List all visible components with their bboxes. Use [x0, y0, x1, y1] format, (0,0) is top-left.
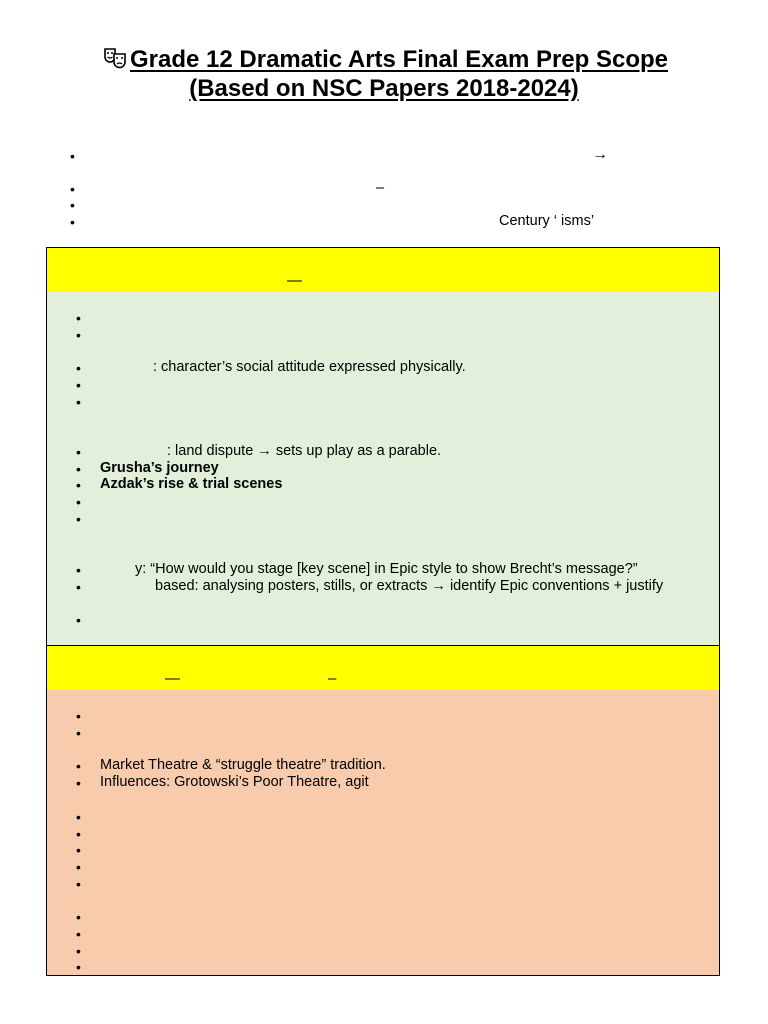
s2-market-text: Market Theatre & “struggle theatre” tradition.: [100, 757, 386, 773]
s2-bullet-8: •: [76, 859, 81, 875]
s1-bullet-9: •: [76, 494, 81, 510]
s2-bullet-2: •: [76, 725, 81, 741]
page-title: [0, 45, 768, 103]
s2-bullet-9: •: [76, 876, 81, 892]
s1-bullet-7: •: [76, 461, 81, 477]
s2-bullet-7: •: [76, 842, 81, 858]
s1-prologue-text: : land dispute → sets up play as a parable.: [167, 443, 442, 459]
theatre-masks-icon: [100, 45, 130, 74]
title-text-1: Grade 12 Dramatic Arts Final Exam Prep Scope: [130, 46, 668, 73]
s2-bullet-10: •: [76, 909, 81, 925]
s1-essay-text: y: “How would you stage [key scene] in Epic style to show Brecht’s message?”: [135, 561, 638, 577]
s2-bullet-5: •: [76, 809, 81, 825]
section-2-header-dash-2: –: [328, 670, 337, 687]
s1-bullet-1: •: [76, 310, 81, 326]
s1-bullet-2: •: [76, 327, 81, 343]
s1-bullet-6: •: [76, 444, 81, 460]
intro-bullet-1: •: [70, 148, 75, 164]
intro-bullet-3: •: [70, 197, 75, 213]
s2-bullet-1: •: [76, 708, 81, 724]
section-1-header: [46, 247, 720, 293]
s2-bullet-4: •: [76, 775, 81, 791]
section-1-body: [46, 292, 720, 646]
s1-bullet-10: •: [76, 511, 81, 527]
s2-bullet-11: •: [76, 926, 81, 942]
s1-bullet-11: •: [76, 562, 81, 578]
s1-bullet-8: •: [76, 477, 81, 493]
s1-source-text: based: analysing posters, stills, or extracts → identify Epic conventions + justify: [155, 578, 664, 594]
section-1-header-dash: —: [287, 272, 302, 289]
s1-grusha-text: Grusha’s journey: [100, 460, 219, 476]
s1-bullet-12: •: [76, 579, 81, 595]
intro-bullet-2: •: [70, 181, 75, 197]
s2-bullet-6: •: [76, 826, 81, 842]
s2-bullet-3: •: [76, 758, 81, 774]
intro-bullet-4: •: [70, 214, 75, 230]
s2-bullet-13: •: [76, 959, 81, 975]
s1-azdak-text: Azdak’s rise & trial scenes: [100, 476, 283, 492]
intro-century-text: Century ‘ isms’: [499, 213, 595, 229]
title-text-2: (Based on NSC Papers 2018-2024): [189, 75, 579, 102]
title-line-1: [0, 45, 768, 74]
s1-gestus-text: : character’s social attitude expressed physically.: [153, 359, 466, 375]
section-2-header: [46, 645, 720, 691]
section-2-header-dash-1: —: [165, 670, 180, 687]
s1-bullet-13: •: [76, 612, 81, 628]
title-line-2: [0, 74, 768, 103]
intro-dash: –: [376, 180, 385, 196]
s1-bullet-3: •: [76, 360, 81, 376]
section-2-body: [46, 690, 720, 976]
intro-arrow: →: [592, 146, 608, 163]
s1-bullet-4: •: [76, 377, 81, 393]
s2-bullet-12: •: [76, 943, 81, 959]
s2-influences-text: Influences: Grotowski’s Poor Theatre, agit: [100, 774, 369, 790]
s1-bullet-5: •: [76, 394, 81, 410]
